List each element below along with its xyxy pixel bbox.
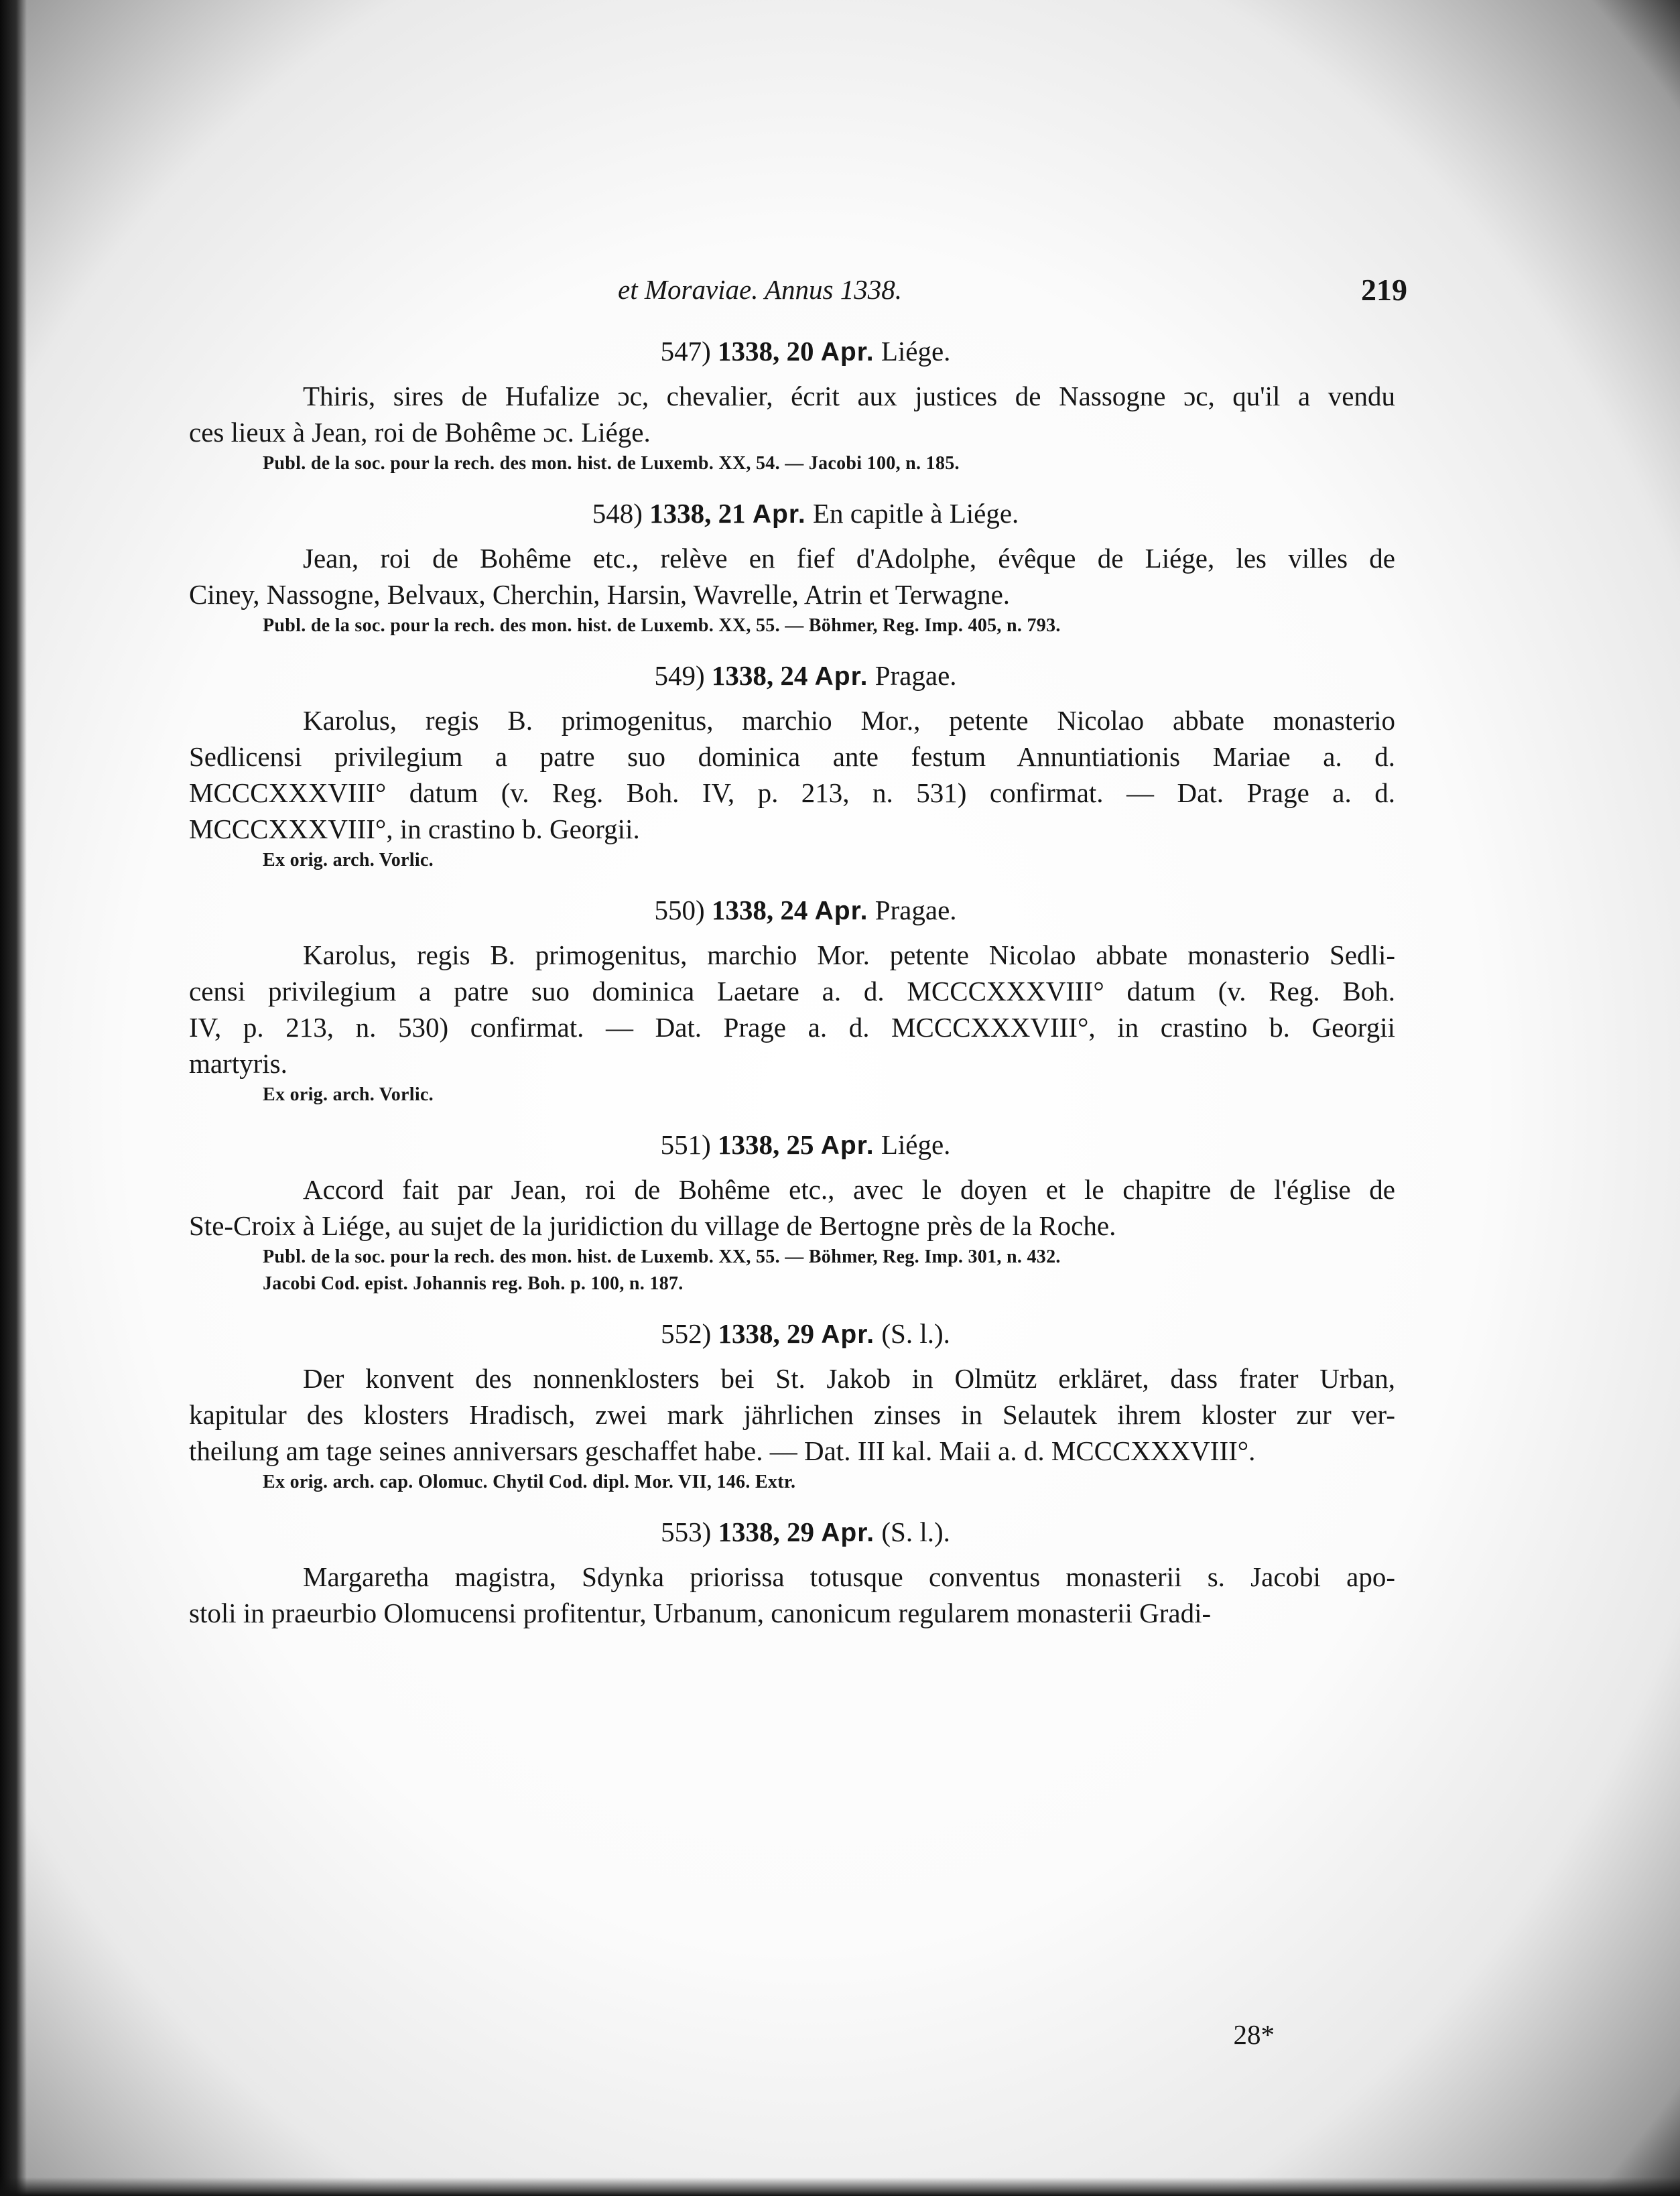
scan-bottom-edge-shadow [0,2177,1680,2196]
source-note-line: Jacobi Cod. epist. Johannis reg. Boh. p. 100, n. 187. [263,1273,684,1294]
entry-heading [189,658,1395,694]
body-line: ces lieux à Jean, roi de Bohême ɔc. Liége. [189,417,651,448]
regest-entry [189,496,1395,639]
entry-place: Pragae. [875,660,957,691]
entry-heading [189,1316,1395,1352]
source-note-line: Publ. de la soc. pour la rech. des mon. hist. de Luxemb. XX, 55. — Böhmer, Reg. Imp. 301, n. 432. [263,1246,1061,1267]
entry-heading [189,496,1395,532]
entry-heading [189,1127,1395,1163]
entry-body [189,1360,1395,1469]
body-line: Karolus, regis B. primogenitus, marchio Mor., petente Nicolao abbate monasterio [303,705,1395,736]
entry-place: En capitle à Liége. [812,498,1019,529]
source-note [189,1244,1395,1297]
entry-number: 553) [661,1516,712,1547]
entry-heading [189,334,1395,370]
entry-place: Pragae. [875,895,957,925]
running-head-title: et Moraviae. Annus 1338. [618,274,902,305]
entry-number: 547) [660,336,711,367]
entry-date: 1338, 29 [718,1516,815,1547]
regest-entry [189,1316,1395,1496]
body-line: IV, p. 213, n. 530) confirmat. — Dat. Prage a. d. MCCCXXXVIII°, in crastino b. Georgii [189,1012,1395,1043]
entry-month: Apr. [821,1320,875,1349]
page-number: 219 [1361,273,1407,307]
source-note-line: Publ. de la soc. pour la rech. des mon. hist. de Luxemb. XX, 55. — Böhmer, Reg. Imp. 405, n. 793. [263,615,1061,636]
scan-left-edge-shadow [0,0,27,2196]
body-line: theilung am tage seines anniversars geschaffet habe. — Dat. III kal. Maii a. d. MCCCXXXVIII°. [189,1435,1256,1466]
entry-date: 1338, 24 [711,660,808,691]
entries-list [189,334,1395,1631]
entry-number: 550) [654,895,705,925]
entry-place: (S. l.). [881,1318,950,1349]
entry-month: Apr. [814,897,868,925]
body-line: stoli in praeurbio Olomucensi profitentur, Urbanum, canonicum regularem monasterii Gradi- [189,1598,1212,1628]
regest-entry [189,658,1395,874]
body-line: Der konvent des nonnenklosters bei St. Jakob in Olmütz erkläret, dass frater Urban, [303,1363,1395,1394]
source-note-line: Ex orig. arch. cap. Olomuc. Chytil Cod. dipl. Mor. VII, 146. Extr. [263,1472,796,1492]
entry-number: 548) [592,498,643,529]
body-line: Jean, roi de Bohême etc., relève en fief d'Adolphe, évêque de Liége, les villes de [303,543,1395,574]
entry-date: 1338, 29 [718,1318,815,1349]
running-head [189,268,1407,315]
body-line: Margaretha magistra, Sdynka priorissa totusque conventus monasterii s. Jacobi apo- [303,1561,1395,1592]
source-note-line: Ex orig. arch. Vorlic. [263,1084,434,1105]
entry-place: Liége. [881,1129,951,1160]
entry-heading [189,893,1395,929]
regest-entry [189,1514,1395,1631]
entry-body [189,378,1395,450]
entry-date: 1338, 25 [717,1129,814,1160]
entry-number: 552) [661,1318,712,1349]
source-note-line: Publ. de la soc. pour la rech. des mon. hist. de Luxemb. XX, 54. — Jacobi 100, n. 185. [263,453,960,474]
source-note [189,1082,1395,1108]
entry-body [189,1559,1395,1631]
entry-body [189,702,1395,847]
source-note-line: Ex orig. arch. Vorlic. [263,850,434,870]
body-line: martyris. [189,1048,287,1079]
body-line: kapitular des klosters Hradisch, zwei mark jährlichen zinses in Selautek ihrem kloster zur ver- [189,1399,1395,1430]
entry-body [189,540,1395,612]
entry-date: 1338, 24 [711,895,808,925]
regest-entry [189,334,1395,477]
document-page [189,268,1407,2091]
entry-body [189,1171,1395,1244]
source-note [189,1469,1395,1496]
regest-entry [189,1127,1395,1297]
body-line: Ciney, Nassogne, Belvaux, Cherchin, Harsin, Wavrelle, Atrin et Terwagne. [189,579,1011,610]
entry-number: 551) [660,1129,711,1160]
regest-entry [189,893,1395,1108]
entry-month: Apr. [820,338,875,367]
entry-month: Apr. [820,1131,875,1160]
source-note [189,847,1395,874]
entry-month: Apr. [821,1519,875,1547]
body-line: Accord fait par Jean, roi de Bohême etc., avec le doyen et le chapitre de l'église de [303,1174,1395,1205]
body-line: Sedlicensi privilegium a patre suo dominica ante festum Annuntiationis Mariae a. d. [189,741,1395,772]
entry-heading [189,1514,1395,1551]
body-line: MCCCXXXVIII° datum (v. Reg. Boh. IV, p. 213, n. 531) confirmat. — Dat. Prage a. d. [189,777,1395,808]
body-line: Thiris, sires de Hufalize ɔc, chevalier, écrit aux justices de Nassogne ɔc, qu'il a vendu [303,381,1395,411]
entry-body [189,937,1395,1082]
body-line: Ste-Croix à Liége, au sujet de la juridiction du village de Bertogne près de la Roche. [189,1210,1116,1241]
body-line: MCCCXXXVIII°, in crastino b. Georgii. [189,814,640,844]
entry-place: (S. l.). [881,1516,950,1547]
entry-month: Apr. [814,662,868,691]
entry-date: 1338, 21 [649,498,746,529]
entry-month: Apr. [752,500,806,529]
source-note [189,612,1395,639]
body-line: Karolus, regis B. primogenitus, marchio Mor. petente Nicolao abbate monasterio Sedli- [303,940,1395,970]
entry-date: 1338, 20 [717,336,814,367]
body-line: censi privilegium a patre suo dominica Laetare a. d. MCCCXXXVIII° datum (v. Reg. Boh. [189,976,1395,1007]
source-note [189,450,1395,477]
entry-number: 549) [654,660,705,691]
entry-place: Liége. [881,336,951,367]
printer-signature: 28* [1233,2019,1275,2050]
